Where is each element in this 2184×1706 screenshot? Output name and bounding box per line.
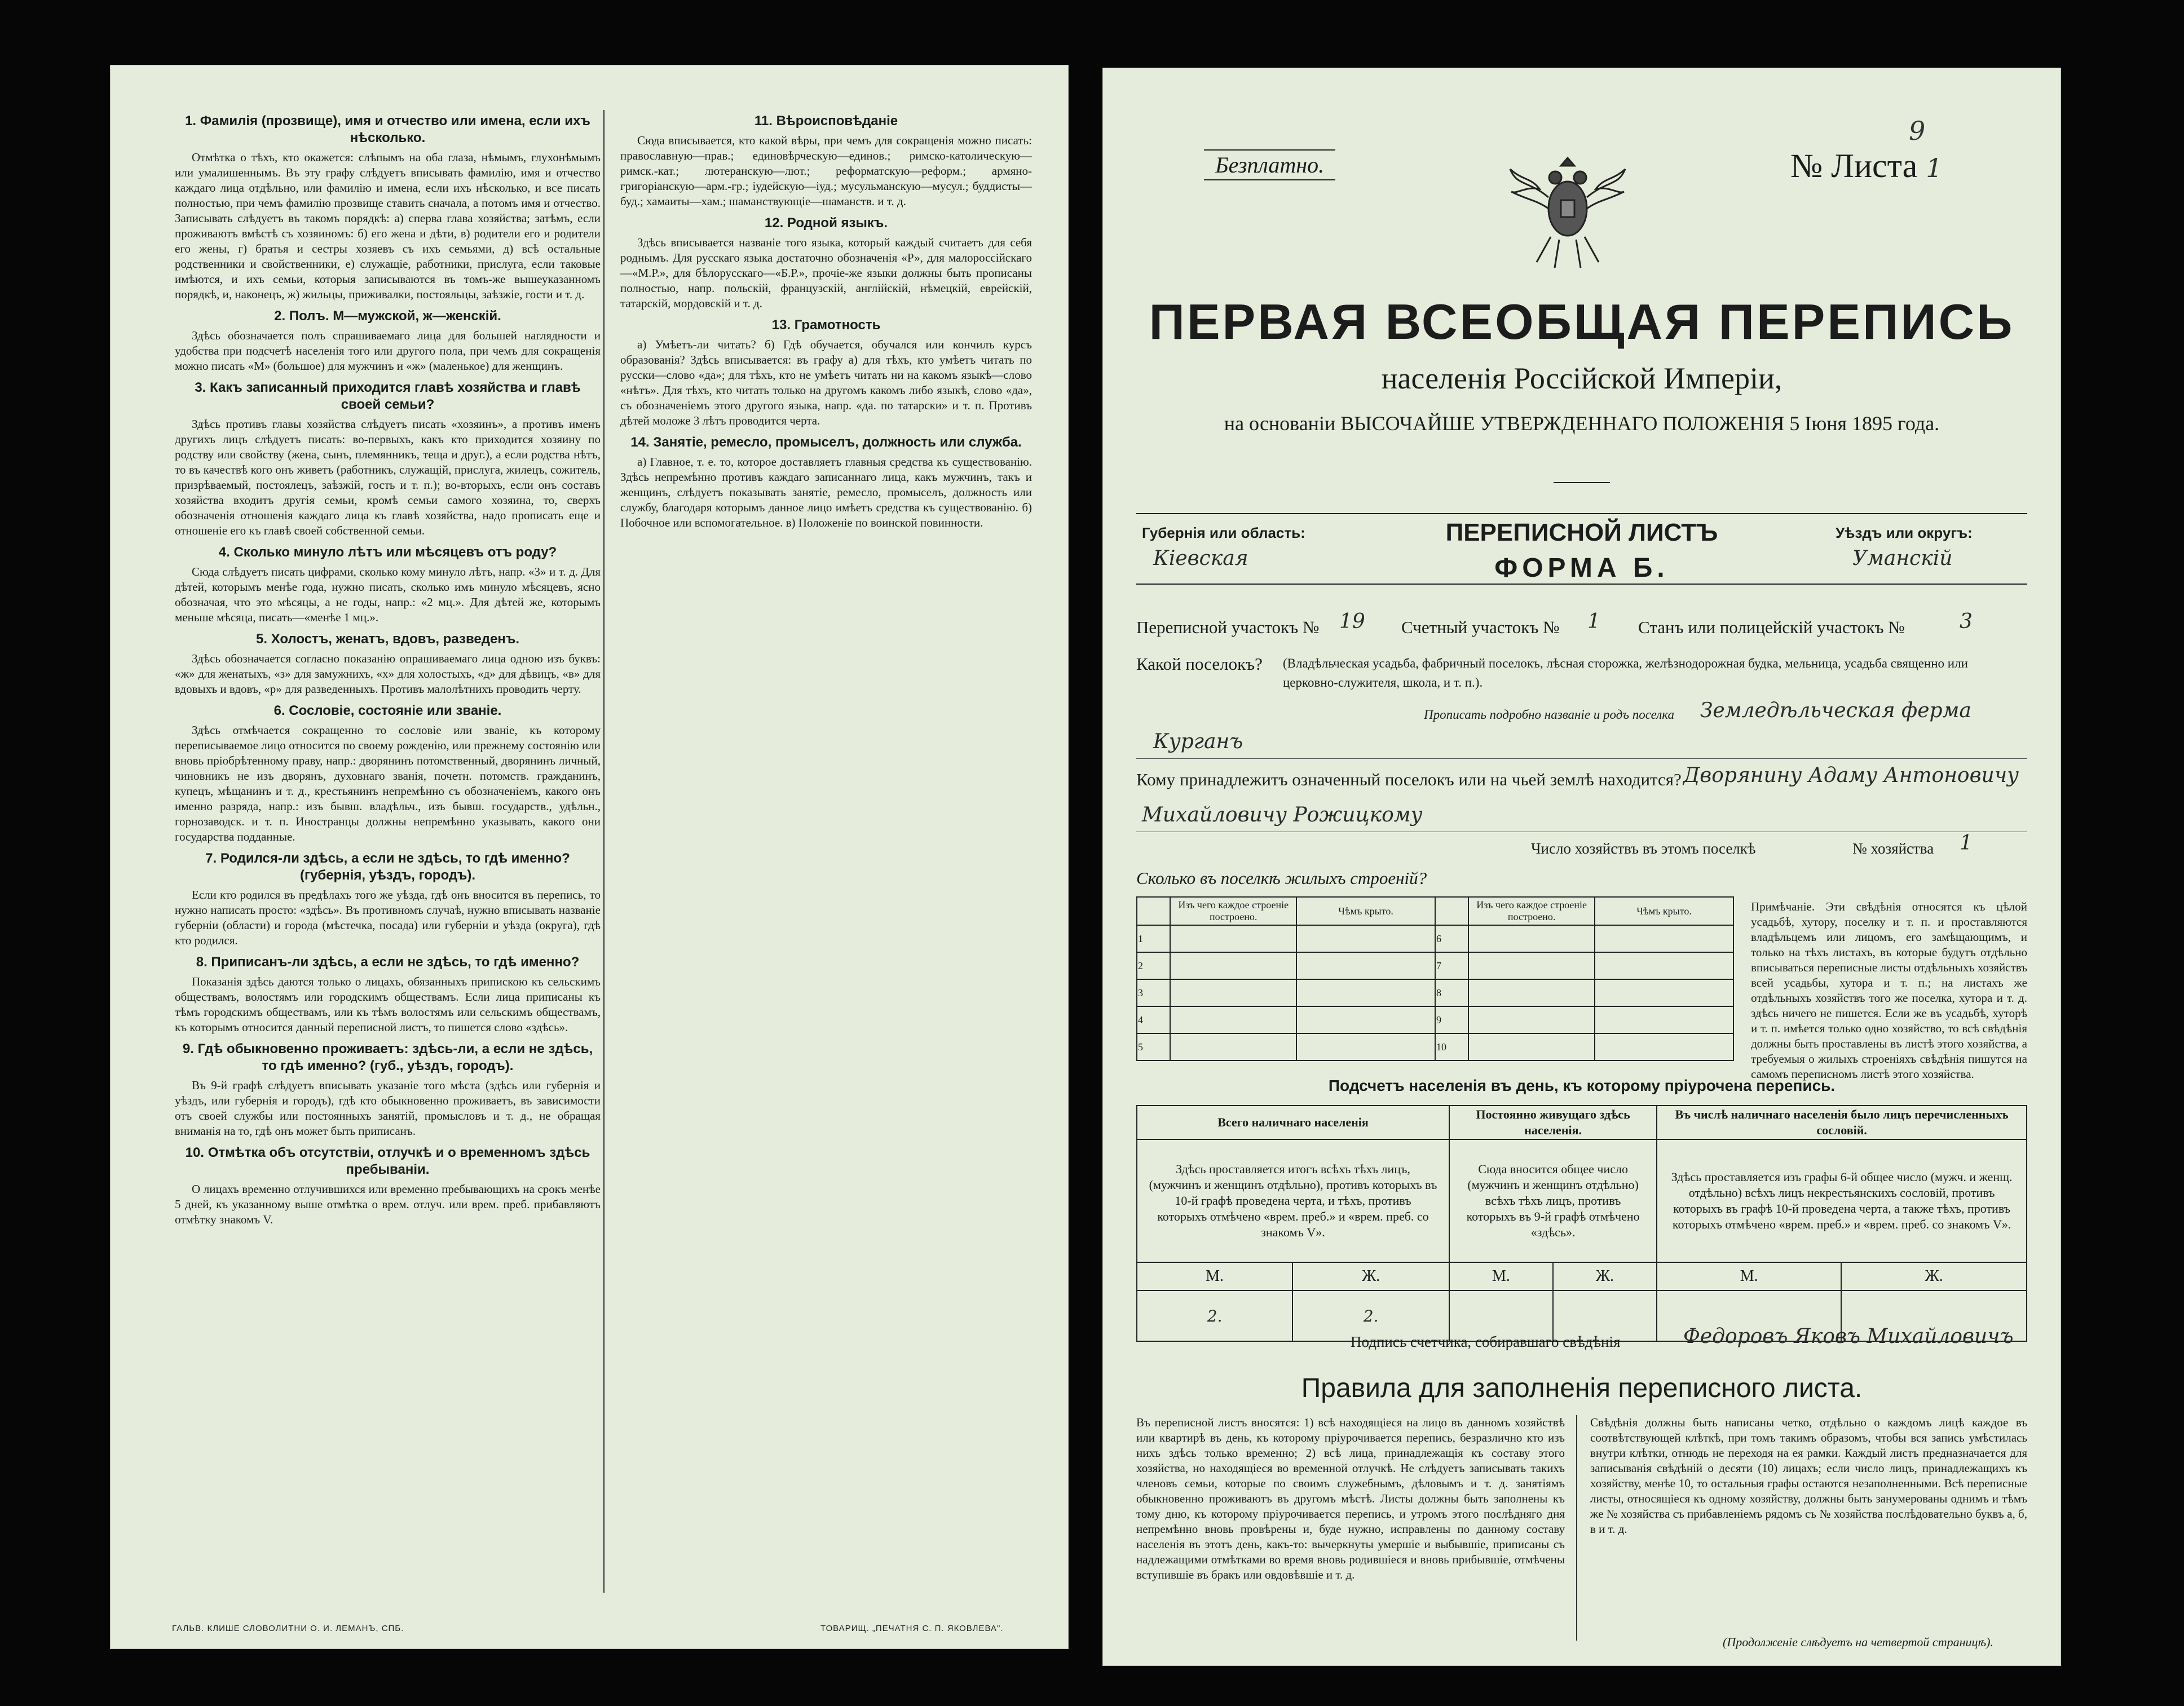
section-heading: 1. Фамилія (прозвище), имя и отчество или имена, если ихъ нѣсколько.	[185, 113, 590, 145]
printer-footer-right: ТОВАРИЩ. „ПЕЧАТНЯ С. П. ЯКОВЛЕВА".	[820, 1624, 1004, 1633]
rules-title: Правила для заполненія переписного листа.	[1301, 1373, 1863, 1403]
section-heading: 7. Родился-ли здѣсь, а если не здѣсь, то гдѣ именно? (губернія, уѣздъ, городъ).	[205, 851, 570, 883]
households-label: Число хозяйствъ въ этомъ поселкѣ	[1531, 840, 1756, 857]
section-text: Показанія здѣсь даются только о лицахъ, обязанныхъ припискою къ сельскимъ обществамъ, волостямъ или городскимъ обществамъ. Если лица приписаны къ тѣмъ городскимъ обществамъ, или къ тѣмъ волостямъ или сельскимъ обществамъ, къ которымъ относится данный переписной листъ, то пишется слово «здѣсь».	[175, 975, 601, 1034]
settlement-value: Земледѣльческая ферма	[1700, 699, 1971, 722]
buildings-header-material-2: Изъ чего каждое строеніе построено.	[1468, 897, 1595, 925]
buildings-note: Примѣчаніе. Эти свѣдѣнія относятся къ цѣлой усадьбѣ, хутору, поселку и т. п. и проставляются владѣльцемъ или лицомъ, его замѣщающимъ, и только на тѣхъ листахъ, въ которые будутъ отдѣльно вписываться переписные листы отдѣльныхъ хозяйствъ всей усадьбы, хутора и т. п.; на листахъ же отдѣльныхъ хозяйствъ того же поселка, хутора и т. д. здѣсь ничего не пишется. Если же въ усадьбѣ, хуторѣ и т. п. имѣется только одно хозяйство, то всѣ свѣдѣнія должны быть проставлены въ листѣ этого хозяйства, а требуемыя о жилыхъ строеніяхъ свѣдѣнія пишутся на самомъ переписномъ листѣ этого хозяйства.	[1751, 900, 2027, 1081]
sheet-number	[1790, 116, 1943, 185]
section-heading: 14. Занятіе, ремесло, промыселъ, должность или служба.	[630, 435, 1022, 450]
settlement-hint: (Владѣльческая усадьба, фабричный поселокъ, лѣсная сторожка, желѣзнодорожная будка, мельница, усадьба священно или церковно-служителя, школа, и т. п.).	[1283, 656, 1968, 690]
section-text: Здѣсь вписывается названіе того языка, который каждый считаетъ для себя роднымъ. Для русскаго языка достаточно обозначенія «Р», для малороссійскаго—«М.Р.», для бѣлорусскаго—«Б.Р.», прочіе-же языки должны быть прописаны полностью, напр. польскій, французскій, англійскій, нѣмецкій, еврейскій, татарскій, мордовскій и т. д.	[620, 236, 1032, 310]
section-text: Сюда вписывается, кто какой вѣры, при чемъ для сокращенія можно писать: православную—прав.; единовѣрческую—единов.; римско-католическую—римск.-кат.; лютеранскую—лют.; реформатскую—реформ.; армяно-григоріанскую—арм.-гр.; іудейскую—іуд.; мусульманскую—мусул.; буддисты—буд.; хамаиты—хам.; шаманствующіе—шаманств. и т. д.	[620, 134, 1032, 208]
table-row: 1	[1137, 925, 1170, 952]
female-col-header: Ж.	[1553, 1262, 1657, 1290]
census-form-page	[1102, 68, 2061, 1666]
section-text: Если кто родился въ предѣлахъ того же уѣзда, гдѣ онъ вносится въ перепись, то нужно написать просто: «здѣсь». Въ противномъ случаѣ, нужно вписывать названіе губерніи (области) и города (мѣстечка, посада) или губерніи и уѣзда (округа), гдѣ кто родился.	[175, 888, 601, 947]
section-text: Здѣсь противъ главы хозяйства слѣдуетъ писать «хозяинъ», а противъ именъ другихъ лицъ слѣдуетъ писать: во-первыхъ, какъ кто приходится хозяину по родству или свойству (жена, сынъ, племянникъ, теща и друг.), а если родства нѣтъ, то въ качествѣ кого онъ живетъ (работникъ, служащій, прислуга, жилецъ, сожитель, призрѣваемый, постоялецъ, заѣзжій, гость и т. п.); во-вторыхъ, если онъ составъ хозяйства входитъ другія семьи, кромѣ семьи самого хозяина, то, сверхъ обозначенія отношенія каждаго лица къ главѣ хозяйства, надо прописать еще и отношеніе его къ главѣ своей собственной семьи.	[175, 417, 601, 537]
population-count-table	[1136, 1105, 2027, 1342]
male-col-header: М.	[1657, 1262, 1841, 1290]
province-value: Кіевская	[1153, 547, 1248, 570]
buildings-header-roof-2: Чѣмъ крыто.	[1595, 897, 1733, 925]
rules-continuation: (Продолженіе слѣдуетъ на четвертой страницѣ).	[1723, 1635, 1993, 1649]
household-number-label: № хозяйства	[1852, 840, 1934, 857]
form-title-line-2: ФОРМА Б.	[1494, 553, 1669, 583]
section-heading: 2. Полъ. М—мужской, ж—женскій.	[274, 308, 501, 324]
section-text: а) Главное, т. е. то, которое доставляетъ главныя средства къ существованію. Здѣсь непремѣнно противъ каждаго записаннаго лица, какъ мужчинъ, такъ и женщинъ, слѣдуетъ показывать занятіе, ремесло, промыселъ, должность или службу, благодаря которымъ данное лицо имѣетъ средства къ существованію. б) Побочное или вспомогательное. в) Положеніе по воинской повинности.	[620, 455, 1032, 529]
rules-column-1: Въ переписной листъ вносятся: 1) всѣ находящіеся на лицо въ данномъ хозяйствѣ или квартирѣ въ день, къ которому пріурочивается перепись, безразлично кто изъ нихъ здѣсь только временно; 2) всѣ лица, принадлежащія къ составу этого хозяйства, но находящіеся во временной отлучкѣ. Не слѣдуетъ записывать такихъ членовъ семьи, которые по своимъ служебнымъ, дѣловымъ и т. д. занятіямъ обыкновенно проживаютъ въ другомъ мѣстѣ. Листы должны быть заполнены къ тому дню, къ которому пріурочивается перепись, и утромъ этого послѣдняго дня непремѣнно вновь провѣрены и, буде нужно, исправлены по данному составу населенія въ этотъ день, какъ-то: вычеркнуты умершіе и выбывшіе, приписаны съ надлежащими отмѣтками во время вновь родившіеся и вновь прибывшіе, отмѣчены вступившіе въ бракъ или овдовѣвшіе и т. д.	[1136, 1416, 1565, 1581]
total-male-value: 2.	[1137, 1290, 1292, 1341]
enumerator-signature-label: Подпись счетчика, собиравшаго свѣдѣнія	[1351, 1333, 1621, 1350]
census-district-value: 19	[1339, 610, 1365, 633]
printer-footer-left: ГАЛЬВ. КЛИШЕ СЛОВОЛИТНИ О. И. ЛЕМАНЪ, СПБ.	[172, 1624, 404, 1633]
sub-title: населенія Россійской Имперіи,	[1381, 361, 1783, 395]
section-heading: 6. Сословіе, состояніе или званіе.	[273, 703, 502, 718]
uezd-value: Уманскій	[1852, 547, 1953, 570]
form-header-bottom-rule	[1136, 584, 2027, 585]
rules-column-2: Свѣдѣнія должны быть написаны четко, отдѣльно о каждомъ лицѣ каждое въ соотвѣтствующей клѣткѣ, при томъ такимъ образомъ, чтобы вся запись умѣстилась внутри клѣтки, отнюдь не переходя на ея рамки. Каждый листъ предназначается для записыванія свѣдѣній о десяти (10) лицахъ; если число лицъ, принадлежащихъ къ хозяйству, менѣе 10, то остальныя графы остаются незаполненными. Всѣ переписные листы, относящіеся къ одному хозяйству, должны быть занумерованы однимъ и тѣмъ же № хозяйства съ прибавленіемъ рядомъ съ № хозяйства послѣдовательно буквъ а, б, в и т. д.	[1590, 1416, 2027, 1536]
buildings-label: Сколько въ поселкѣ жилыхъ строеній?	[1136, 868, 1427, 888]
table-row: 4	[1137, 1006, 1170, 1033]
census-district-label: Переписной участокъ №	[1136, 617, 1320, 637]
table-row: 10	[1435, 1033, 1468, 1060]
owner-value: Дворянину Адаму Антоновичу	[1683, 764, 2019, 787]
column-divider	[603, 110, 605, 1593]
table-row: 9	[1435, 1006, 1468, 1033]
section-heading: 10. Отмѣтка объ отсутствіи, отлучкѣ и о временномъ здѣсь пребываніи.	[185, 1145, 590, 1177]
section-text: Въ 9-й графѣ слѣдуетъ вписывать указаніе того мѣста (здѣсь или губернія и уѣздъ, или губернія и городъ), гдѣ кто обыкновенно проживаетъ, въ зависимости отъ своей службы или постоянныхъ занятій, промысловъ и т. д., не обращая вниманія на то, гдѣ онъ может быть приписанъ.	[175, 1079, 601, 1138]
section-heading: 13. Грамотность	[771, 317, 881, 333]
sheet-number-label: № Листа	[1790, 147, 1918, 184]
sheet-number-handwritten: 9	[1909, 116, 1926, 146]
section-heading: 3. Какъ записанный приходится главѣ хозяйства и главѣ своей семьи?	[195, 380, 581, 412]
count-district-label: Счетный участокъ №	[1401, 617, 1560, 637]
female-col-header: Ж.	[1841, 1262, 2027, 1290]
pop-desc-permanent: Сюда вносится общее число (мужчинъ и женщинъ отдѣльно) всѣхъ тѣхъ лицъ, противъ которыхъ въ 9-й графѣ отмѣчено «здѣсь».	[1449, 1139, 1657, 1262]
male-col-header: М.	[1137, 1262, 1292, 1290]
household-number-value: 1	[1960, 832, 1973, 855]
settlement-hint-2: Прописать подробно названіе и родъ поселка	[1424, 708, 1674, 722]
stan-value: 3	[1960, 610, 1973, 633]
form-header-top-rule	[1136, 513, 2027, 514]
section-text: а) Умѣетъ-ли читать? б) Гдѣ обучается, обучался или кончилъ курсъ образованія? Здѣсь вписывается: въ графу а) для тѣхъ, кто умѣетъ читать по русски—слово «да»; для тѣхъ, кто не умѣетъ читать ни на какомъ языкѣ—слово «нѣтъ». Для тѣхъ, кто читать только на другомъ какомъ либо языкѣ, слово «да», съ обозначеніемъ этого другого языка, напр. «да. по татарски» и т. п. Противъ дѣтей моложе 3 лѣтъ проводится черта.	[620, 338, 1032, 427]
section-text: Здѣсь обозначается согласно показанію опрашиваемаго лица одною изъ буквъ: «ж» для женатыхъ, «з» для замужнихъ, «х» для холостыхъ, «д» для дѣвицъ, «в» для вдовыхъ и вдовъ, «р» для разведенныхъ. Противъ малолѣтнихъ проводить черту.	[175, 652, 601, 696]
pop-header-permanent: Постоянно живущаго здѣсь населенія.	[1449, 1106, 1657, 1139]
table-row: 6	[1435, 925, 1468, 952]
pop-desc-estates: Здѣсь проставляется изъ графы 6-й общее число (мужч. и женщ. отдѣльно) всѣхъ лицъ некрестьянскихъ сословій, противъ которыхъ въ графѣ 10-й проведена черта, а также тѣхъ, противъ которыхъ отмѣчено «врем. преб.» и «врем. преб. со знакомъ V».	[1657, 1139, 2027, 1262]
enumerator-signature-value: Федоровъ Яковъ Михайловичъ	[1683, 1325, 2014, 1348]
rules-divider	[1576, 1415, 1577, 1641]
instructions-column-b	[620, 107, 1032, 535]
pop-desc-total: Здѣсь проставляется итогъ всѣхъ тѣхъ лицъ, (мужчинъ и женщинъ отдѣльно), противъ которыхъ въ 10-й графѣ проведена черта, и тѣхъ, противъ которыхъ отмѣчено «врем. преб.» и «врем. преб. со знакомъ V».	[1137, 1139, 1449, 1262]
section-text: Здѣсь отмѣчается сокращенно то сословіе или званіе, къ которому переписываемое лицо относится по своему рожденію, или прежнему состоянію или вновь пріобрѣтенному праву, напр.: дворянинъ потомственный, дворянинъ личный, чиновникъ не изъ дворянъ, духовнаго званія, почетн. потомств. гражданинъ, купецъ, мѣщанинъ и т. д., крестьянинъ непремѣнно съ обозначеніемъ, какого онъ именно разряда, напр.: изъ бывш. владѣльч., изъ бывш. государств., удѣльн., горнозаводск. и т. п. Иностранцы должны непремѣнно указывать, какого они государства подданные.	[175, 723, 601, 843]
title-divider	[1554, 482, 1610, 483]
instructions-column-a	[175, 107, 601, 1232]
province-label: Губернія или область:	[1142, 524, 1305, 541]
buildings-header-roof: Чѣмъ крыто.	[1296, 897, 1435, 925]
section-heading: 5. Холостъ, женатъ, вдовъ, разведенъ.	[255, 631, 519, 647]
section-heading: 11. Вѣроисповѣданіе	[754, 113, 898, 129]
section-text: Сюда слѣдуетъ писать цифрами, сколько кому минуло лѣтъ, напр. «3» и т. д. Для дѣтей, которымъ менѣе года, нужно писать, сколько имъ минуло мѣсяцевъ, ясно обозначая, что это мѣсяцы, а не годы, напр.: «2 мц.». Для дѣтей же, которымъ меньше мѣсяца, писать—«менѣе 1 мц.».	[175, 565, 601, 624]
settlement-underline	[1136, 758, 2027, 759]
owner-label: Кому принадлежитъ означенный поселокъ или на чьей землѣ находится?	[1136, 770, 1682, 789]
owner-value-2: Михайловичу Рожицкому	[1142, 803, 1423, 827]
table-row: 3	[1137, 979, 1170, 1006]
double-headed-eagle-emblem-icon	[1506, 147, 1630, 276]
uezd-label: Уѣздъ или округъ:	[1836, 524, 1973, 541]
buildings-header-material: Изъ чего каждое строеніе построено.	[1170, 897, 1296, 925]
section-heading: 9. Гдѣ обыкновенно проживаетъ: здѣсь-ли, а если не здѣсь, то гдѣ именно? (губ., уѣздъ, городъ).	[182, 1041, 593, 1073]
count-district-value: 1	[1587, 610, 1600, 633]
legal-basis-line: на основаніи ВЫСОЧАЙШЕ УТВЕРЖДЕННАГО ПОЛОЖЕНІЯ 5 Іюня 1895 года.	[1224, 412, 1940, 435]
section-heading: 12. Родной языкъ.	[764, 215, 888, 231]
total-female-value: 2.	[1292, 1290, 1449, 1341]
table-row: 2	[1137, 952, 1170, 979]
pop-header-total: Всего наличнаго населенія	[1137, 1106, 1449, 1139]
table-row: 5	[1137, 1033, 1170, 1060]
table-row: 7	[1435, 952, 1468, 979]
female-col-header: Ж.	[1292, 1262, 1449, 1290]
form-title-line-1: ПЕРЕПИСНОЙ ЛИСТЪ	[1445, 519, 1718, 546]
settlement-value-2: Курганъ	[1153, 730, 1243, 753]
section-text: О лицахъ временно отлучившихся или временно пребывающихъ на срокъ менѣе 5 дней, къ указанному выше отмѣтка о врем. отлуч. или врем. преб. прибавляютъ отмѣтку знакомъ V.	[175, 1182, 601, 1226]
sheet-number-value: 1	[1926, 153, 1943, 183]
settlement-label: Какой поселокъ?	[1136, 654, 1263, 674]
section-text: Здѣсь обозначается полъ спрашиваемаго лица для большей наглядности и удобства при подсчетѣ населенія того или другого пола, при чемъ для сокращенія можно писать «М» (большое) для мужчинъ и «ж» (маленькое) для женщинъ.	[175, 329, 601, 373]
stan-label: Станъ или полицейскій участокъ №	[1638, 617, 1905, 637]
main-title: ПЕРВАЯ ВСЕОБЩАЯ ПЕРЕПИСЬ	[1149, 294, 2015, 350]
left-page	[110, 65, 1069, 1649]
male-col-header: М.	[1449, 1262, 1553, 1290]
section-heading: 8. Приписанъ-ли здѣсь, а если не здѣсь, то гдѣ именно?	[196, 954, 580, 970]
free-label: Безплатно.	[1204, 149, 1335, 180]
buildings-table	[1136, 896, 1734, 1061]
population-count-title: Подсчетъ населенія въ день, къ которому пріурочена перепись.	[1328, 1077, 1836, 1094]
table-row: 8	[1435, 979, 1468, 1006]
section-text: Отмѣтка о тѣхъ, кто окажется: слѣпымъ на оба глаза, нѣмымъ, глухонѣмымъ или умалишеннымъ. Въ эту графу слѣдуетъ вписывать фамилію, имя и отчество каждаго лица отдѣльно, или фамилію и имена, если ихъ нѣсколько, и все писать полностью, при чемъ фамилію прозвище ставить сначала, а потомъ имя и отчество. Записывать слѣдуетъ въ такомъ порядкѣ: а) сперва глава хозяйства; затѣмъ, если проживаютъ вмѣстѣ съ хозяиномъ: б) его жена и дѣти, в) родители его и родители его жены, г) братья и сестры хозяевъ съ ихъ семьями, д) всѣ остальные родственники и свойственники, е) служащіе, работники, прислуга, если таковые имѣются, и ихъ семьи, которыя записываются въ томъ-же вышеуказанномъ порядкѣ, и, наконецъ, ж) жильцы, приживалки, постояльцы, заѣзжіе, гости и т. д.	[175, 151, 601, 301]
section-heading: 4. Сколько минуло лѣтъ или мѣсяцевъ отъ роду?	[218, 545, 557, 560]
pop-header-estates: Въ числѣ наличнаго населенія было лицъ перечисленныхъ сословій.	[1657, 1106, 2027, 1139]
